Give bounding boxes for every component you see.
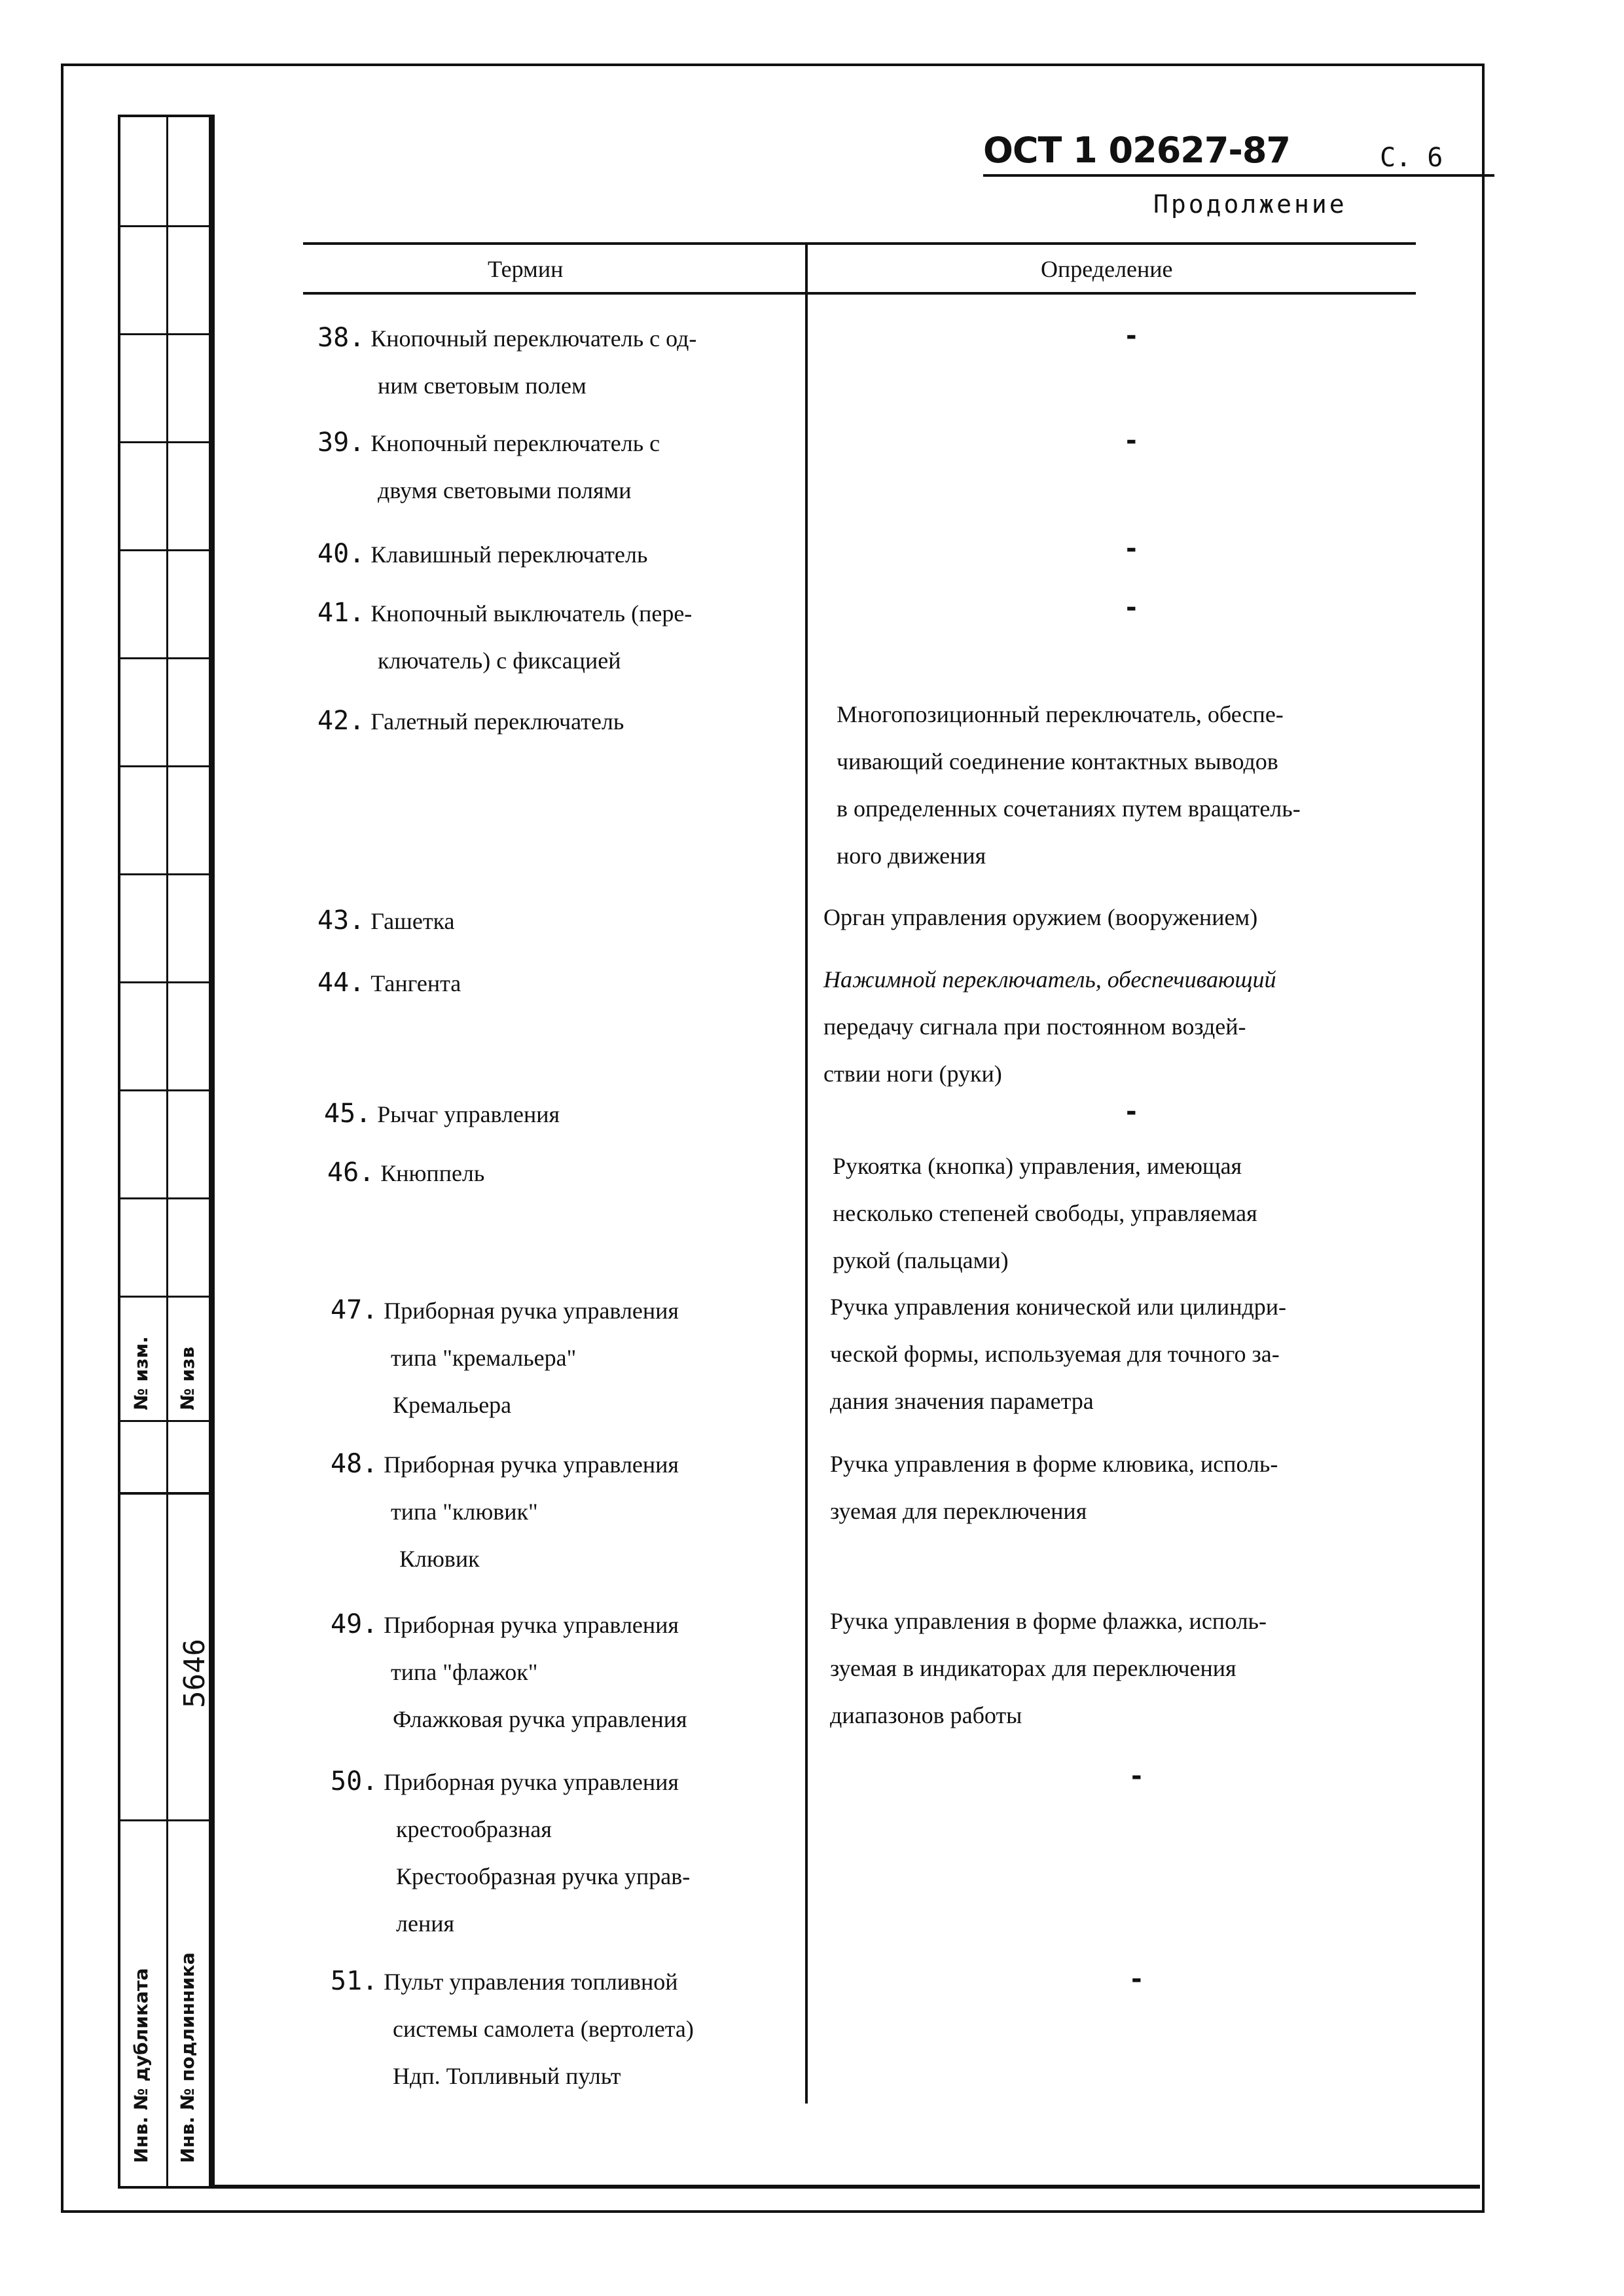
strip-divider: [166, 117, 168, 2186]
term-row-42: [317, 697, 624, 745]
term-number: 38.: [317, 323, 365, 353]
definition-row-44: [823, 956, 1276, 1097]
term-text: Кнопочный выключатель (пере-: [370, 600, 693, 627]
strip-cell-line: [120, 1420, 209, 1422]
strip-cell-line: [120, 1197, 209, 1199]
term-number: 44.: [317, 968, 365, 998]
strip-cell-line: [120, 981, 209, 983]
term-row-43: [317, 897, 455, 945]
original-inventory-label: Инв. № подлинника: [177, 1952, 198, 2163]
term-row-44: [317, 959, 461, 1007]
term-number: 49.: [331, 1609, 378, 1639]
definition-dash: -: [1126, 1097, 1137, 1127]
term-row-46: [327, 1149, 484, 1197]
definition-line: Ручка управления конической или цилиндри-: [830, 1294, 1287, 1320]
definition-dash: -: [1126, 592, 1137, 623]
term-number: 39.: [317, 428, 365, 458]
term-text: Приборная ручка управления: [384, 1451, 679, 1478]
term-text: двумя световыми полями: [378, 477, 632, 503]
term-number: 45.: [324, 1099, 372, 1129]
term-row-41: [317, 589, 692, 684]
term-text: Кнопочный переключатель с од-: [370, 325, 697, 352]
term-row-38: [317, 314, 696, 409]
term-text: Крестообразная ручка управ-: [396, 1863, 691, 1889]
definition-dash: -: [1131, 1761, 1142, 1791]
original-inventory-number: 5646: [178, 1639, 211, 1708]
strip-cell-line: [120, 765, 209, 767]
term-text: Флажковая ручка управления: [393, 1706, 687, 1732]
definition-line: ного движения: [837, 843, 986, 869]
term-row-50: [331, 1758, 690, 1947]
definition-line: Многопозиционный переключатель, обеспе-: [837, 701, 1284, 727]
term-number: 50.: [331, 1766, 378, 1796]
notice-no-label: № изв: [177, 1346, 198, 1410]
definition-line: в определенных сочетаниях путем вращатель-: [837, 795, 1301, 822]
definition-row-47: [830, 1283, 1286, 1425]
definition-line: чивающий соединение контактных выводов: [837, 748, 1278, 774]
term-row-45: [324, 1090, 560, 1138]
registration-side-strip: [118, 115, 211, 2189]
column-header-term: Термин: [488, 256, 564, 282]
definition-line: передачу сигнала при постоянном воздей-: [823, 1013, 1246, 1040]
term-text: Кнопочный переключатель с: [370, 430, 660, 456]
term-row-49: [331, 1601, 687, 1743]
strip-block-line: [120, 1492, 209, 1495]
strip-cell-line: [120, 549, 209, 551]
duplicate-inventory-label: Инв. № дубликата: [130, 1968, 152, 2163]
term-number: 41.: [317, 598, 365, 628]
term-number: 40.: [317, 539, 365, 569]
definition-line: диапазонов работы: [830, 1702, 1022, 1728]
definition-row-43: [823, 894, 1257, 941]
term-number: 51.: [331, 1966, 378, 1996]
term-number: 48.: [331, 1449, 378, 1479]
term-text: Клювик: [399, 1546, 480, 1572]
term-text: Кремальера: [393, 1392, 512, 1418]
term-text: Ндп. Топливный пульт: [393, 2063, 621, 2089]
strip-cell-line: [120, 873, 209, 875]
definition-line: рукой (пальцами): [833, 1247, 1009, 1273]
term-text: системы самолета (вертолета): [393, 2016, 694, 2042]
definition-line: зуемая для переключения: [830, 1498, 1087, 1524]
definition-dash: -: [1126, 321, 1137, 351]
page-number: С. 6: [1380, 143, 1443, 173]
definition-line: Ручка управления в форме флажка, исполь-: [830, 1608, 1267, 1634]
term-text: Галетный переключатель: [370, 708, 624, 735]
table-header-rule: [303, 292, 1416, 295]
definition-line: Орган управления оружием (вооружением): [823, 904, 1258, 930]
definition-line: Ручка управления в форме клювика, исполь-: [830, 1451, 1278, 1477]
definition-row-48: [830, 1440, 1278, 1535]
term-text: типа "флажок": [391, 1659, 538, 1685]
term-text: крестообразная: [396, 1816, 552, 1842]
definition-row-42: [837, 691, 1301, 879]
term-text: Тангента: [370, 970, 461, 996]
standard-code: ОСТ 1 02627-87: [983, 130, 1290, 171]
term-number: 42.: [317, 706, 365, 736]
strip-cell-line: [120, 225, 209, 227]
change-no-label: № изм.: [130, 1336, 152, 1410]
term-row-40: [317, 530, 647, 578]
term-text: Пульт управления топливной: [384, 1969, 678, 1995]
term-text: Приборная ручка управления: [384, 1769, 679, 1795]
term-text: типа "клювик": [391, 1499, 538, 1525]
term-number: 43.: [317, 905, 365, 936]
term-row-47: [331, 1286, 679, 1429]
definition-line: ствии ноги (руки): [823, 1061, 1002, 1087]
term-text: ления: [396, 1910, 455, 1937]
strip-cell-line: [120, 1819, 209, 1821]
table-column-divider: [805, 244, 808, 2104]
term-row-48: [331, 1440, 679, 1582]
column-header-definition: Определение: [1041, 256, 1173, 282]
strip-cell-line: [120, 1296, 209, 1298]
definition-line: несколько степеней свободы, управляемая: [833, 1200, 1257, 1226]
term-row-39: [317, 419, 660, 514]
definition-line: Рукоятка (кнопка) управления, имеющая: [833, 1153, 1242, 1179]
definition-dash: -: [1126, 426, 1137, 456]
term-text: Кнюппель: [380, 1160, 485, 1186]
term-text: Клавишный переключатель: [370, 541, 648, 568]
definition-line: ческой формы, используемая для точного за-: [830, 1341, 1280, 1367]
continuation-label: Продолжение: [1153, 190, 1347, 219]
definition-dash: -: [1126, 534, 1137, 564]
strip-cell-line: [120, 657, 209, 659]
strip-cell-line: [120, 1089, 209, 1091]
table-top-rule: [303, 242, 1416, 245]
term-text: Приборная ручка управления: [384, 1612, 679, 1638]
strip-cell-line: [120, 441, 209, 443]
definition-row-46: [833, 1142, 1257, 1284]
term-text: Приборная ручка управления: [384, 1298, 679, 1324]
definition-line: зуемая в индикаторах для переключения: [830, 1655, 1236, 1681]
term-text: Рычаг управления: [377, 1101, 560, 1127]
definition-row-49: [830, 1597, 1267, 1739]
definition-line: дания значения параметра: [830, 1388, 1094, 1414]
term-row-51: [331, 1958, 694, 2100]
definition-dash: -: [1131, 1964, 1142, 1994]
term-number: 47.: [331, 1295, 378, 1325]
term-text: Гашетка: [370, 908, 455, 934]
header-rule: [983, 174, 1494, 177]
term-text: типа "кремальера": [391, 1345, 577, 1371]
term-text: ключатель) с фиксацией: [378, 647, 621, 674]
definition-line: Нажимной переключатель, обеспечивающий: [823, 966, 1276, 993]
term-text: ним световым полем: [378, 373, 586, 399]
strip-cell-line: [120, 333, 209, 335]
term-number: 46.: [327, 1157, 375, 1188]
